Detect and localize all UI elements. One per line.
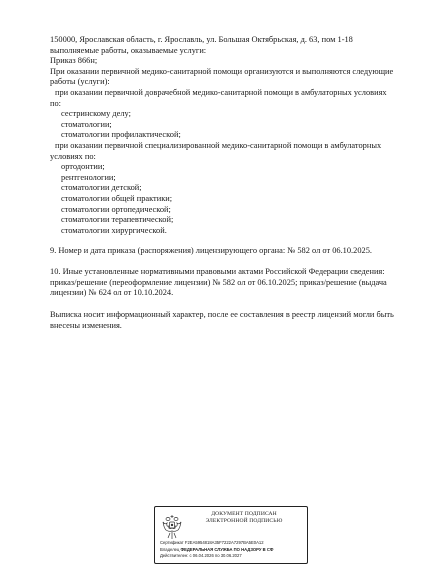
prehospital-intro-line2: по: bbox=[50, 98, 61, 108]
stamp-title-line1: ДОКУМЕНТ ПОДПИСАН bbox=[211, 511, 277, 517]
owner-label: Владелец bbox=[160, 546, 180, 552]
address-block bbox=[50, 35, 405, 236]
list-item: стоматологии профилактической; bbox=[61, 130, 181, 140]
section-10-line2: приказ/решение (переоформление лицензии) № 582 ол от 06.10.2025; приказ/решение (выдача bbox=[50, 277, 387, 287]
certificate-value: F2EA5954818A35F7222A7297BA5E0A12 bbox=[184, 540, 264, 545]
services-heading: выполняемые работы, оказываемые услуги: bbox=[50, 45, 207, 55]
list-item: стоматологии ортопедической; bbox=[61, 204, 171, 214]
stamp-title bbox=[185, 511, 303, 525]
section-9 bbox=[50, 246, 405, 257]
stamp-details bbox=[160, 540, 304, 560]
owner-value: ФЕДЕРАЛЬНАЯ СЛУЖБА ПО НАДЗОРУ В СФ bbox=[180, 546, 274, 552]
list-item: ортодонтии; bbox=[61, 162, 105, 172]
russian-coat-of-arms-icon bbox=[161, 513, 183, 541]
stamp-title-line2: ЭЛЕКТРОННОЙ ПОДПИСЬЮ bbox=[205, 518, 283, 524]
list-item: стоматологии терапевтической; bbox=[61, 215, 174, 225]
list-item: стоматологии детской; bbox=[61, 183, 142, 193]
certificate-row bbox=[160, 540, 304, 547]
section-10 bbox=[50, 267, 405, 299]
specialized-intro-line1: при оказании первичной специализированной медико-санитарной помощи в амбулаторных bbox=[55, 140, 382, 150]
specialized-intro-line2: условиях по: bbox=[50, 151, 96, 161]
list-item: стоматологии общей практики; bbox=[61, 193, 173, 203]
services-intro-line2: работы (услуги): bbox=[50, 77, 110, 87]
section-10-line1: 10. Иные установленные нормативными правовыми актами Российской Федерации сведения: bbox=[50, 267, 385, 276]
list-item: стоматологии хирургической. bbox=[61, 225, 167, 235]
validity-row: Действителен: с 06.04.2026 по 30.06.2027 bbox=[160, 553, 242, 559]
electronic-signature-stamp bbox=[154, 506, 308, 564]
notice-line1: Выписка носит информационный характер, после ее составления в реестр лицензий могли быть bbox=[50, 310, 394, 319]
list-item: сестринскому делу; bbox=[61, 109, 131, 119]
address-line: 150000, Ярославская область, г. Ярославль, ул. Большая Октябрьская, д. 63, пом 1-18 bbox=[50, 35, 353, 44]
prehospital-intro-line1: при оказании первичной доврачебной медико-санитарной помощи в амбулаторных условиях bbox=[55, 87, 387, 97]
section-10-line3: лицензии) № 624 ол от 10.10.2024. bbox=[50, 288, 174, 298]
services-intro-line1: При оказании первичной медико-санитарной помощи организуются и выполняются следующие bbox=[50, 66, 394, 76]
list-item: рентгенологии; bbox=[61, 172, 116, 182]
notice-line2: внесены изменения. bbox=[50, 320, 122, 330]
notice bbox=[50, 310, 405, 331]
list-item: стоматологии; bbox=[61, 119, 112, 129]
certificate-label: Сертификат bbox=[160, 540, 184, 545]
section-9-text: 9. Номер и дата приказа (распоряжения) лицензирующего органа: № 582 ол от 06.10.2025. bbox=[50, 246, 372, 255]
order-reference: Приказ 866н; bbox=[50, 56, 98, 66]
owner-row bbox=[160, 547, 304, 554]
